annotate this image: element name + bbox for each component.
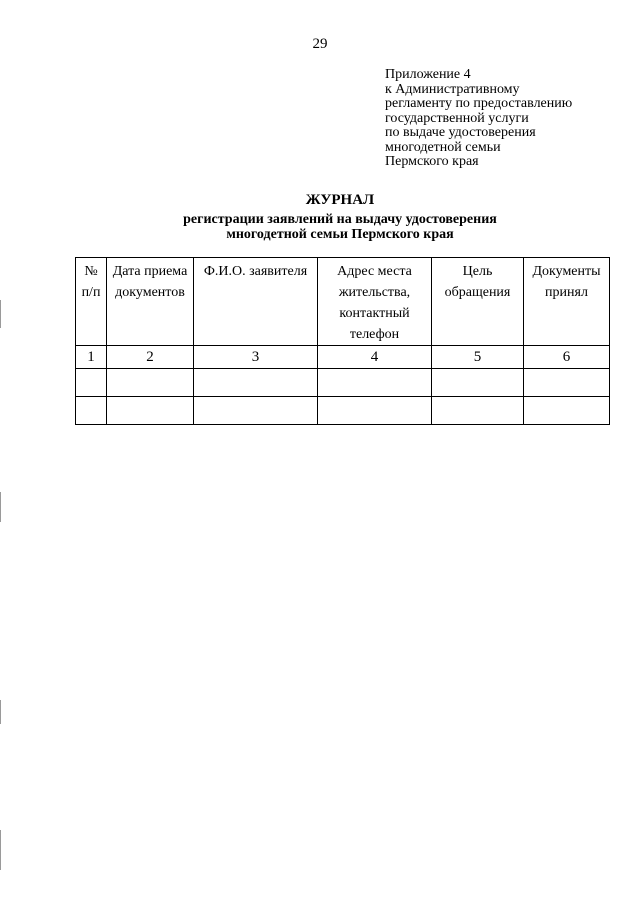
document-title: ЖУРНАЛ: [305, 192, 375, 208]
page-number: 29: [312, 36, 328, 52]
column-number-cell: 5: [432, 346, 524, 369]
scan-edge-mark: [0, 492, 1, 522]
scan-edge-mark: [0, 700, 1, 724]
table-cell: [107, 369, 194, 397]
appendix-line: по выдаче удостоверения: [385, 125, 536, 140]
header-cell-address: Адрес места жительства, контактный телефон: [318, 258, 432, 346]
journal-table: [75, 257, 610, 425]
subtitle-line: регистрации заявлений на выдачу удостоверения: [183, 212, 497, 227]
table-cell: [318, 369, 432, 397]
column-number-cell: 3: [194, 346, 318, 369]
table-cell: [524, 369, 610, 397]
table-cell: [107, 397, 194, 425]
appendix-line: к Административному: [385, 81, 520, 97]
table-cell: [76, 369, 107, 397]
appendix-line: регламенту по предоставлению: [385, 96, 573, 111]
table-row: [76, 369, 610, 397]
column-number-cell: 6: [524, 346, 610, 369]
appendix-line: Пермского края: [385, 154, 479, 169]
table-cell: [432, 369, 524, 397]
appendix-line: многодетной семьи: [385, 139, 501, 155]
header-cell-date: Дата приема документов: [107, 258, 194, 346]
table-cell: [194, 369, 318, 397]
table-cell: [318, 397, 432, 425]
header-cell-accepted-by: Документы принял: [524, 258, 610, 346]
header-cell-applicant-name: Ф.И.О. заявителя: [194, 258, 318, 346]
column-number-cell: 2: [107, 346, 194, 369]
header-cell-purpose: Цель обращения: [432, 258, 524, 346]
appendix-line: Приложение 4: [385, 67, 471, 82]
column-number-row: [76, 346, 610, 369]
column-number-cell: 1: [76, 346, 107, 369]
subtitle-line: многодетной семьи Пермского края: [226, 226, 454, 242]
scan-edge-mark: [0, 300, 1, 328]
table-cell: [76, 397, 107, 425]
column-number-cell: 4: [318, 346, 432, 369]
table-cell: [524, 397, 610, 425]
header-cell-number: № п/п: [76, 258, 107, 346]
table-row: [76, 397, 610, 425]
document-subtitle: [0, 213, 640, 242]
table-cell: [194, 397, 318, 425]
appendix-line: государственной услуги: [385, 110, 529, 126]
table-cell: [432, 397, 524, 425]
appendix-block: [385, 68, 572, 170]
scan-edge-mark: [0, 830, 1, 870]
table-header-row: [76, 258, 610, 346]
